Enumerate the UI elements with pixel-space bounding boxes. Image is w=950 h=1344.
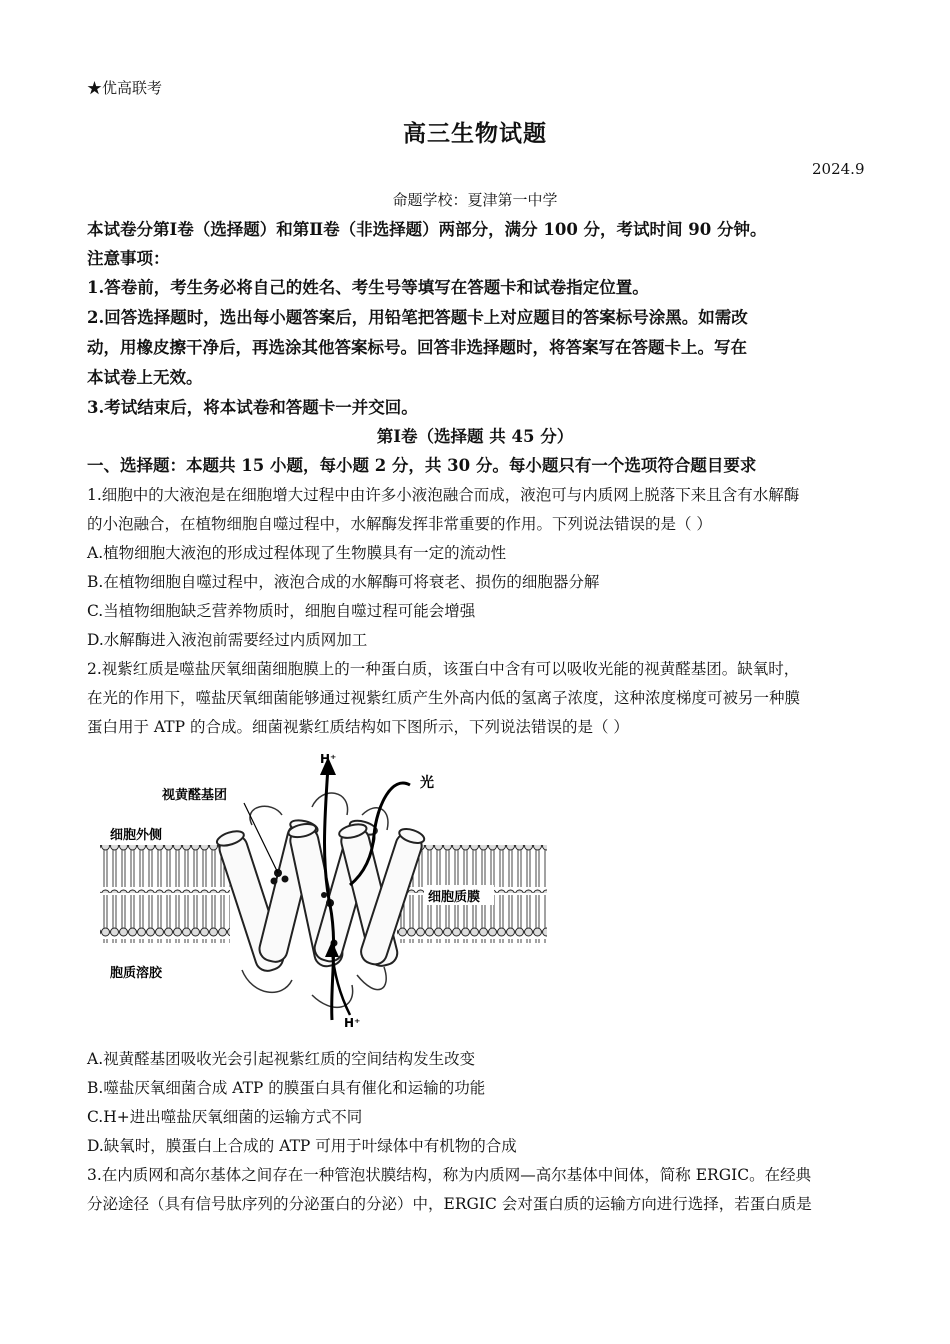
membrane-diagram xyxy=(92,745,552,1035)
option-a: A.视黄醛基团吸收光会引起视紫红质的空间结构发生改变 xyxy=(87,1050,476,1068)
option-a: A.植物细胞大液泡的形成过程体现了生物膜具有一定的流动性 xyxy=(87,544,507,562)
notice-item: 2.回答选择题时，选出每小题答案后，用铅笔把答题卡上对应题目的答案标号涂黑。如需改 xyxy=(87,308,748,327)
notice-item: 3.考试结束后，将本试卷和答题卡一并交回。 xyxy=(87,398,418,417)
notice-item: 1.答卷前，考生务必将自己的姓名、考生号等填写在答题卡和试卷指定位置。 xyxy=(87,278,649,297)
author-school: 命题学校：夏津第一中学 xyxy=(392,191,558,209)
h-plus-bottom-label: H⁺ xyxy=(344,1016,361,1030)
question-stem: 分泌途径（具有信号肽序列的分泌蛋白的分泌）中，ERGIC 会对蛋白质的运输方向进行选择，若蛋白质是 xyxy=(87,1195,812,1213)
h-plus-top-label: H⁺ xyxy=(320,752,337,766)
protein-loops-bottom xyxy=(242,967,386,1007)
transmembrane-helices xyxy=(215,818,426,974)
bacteriorhodopsin-figure xyxy=(92,745,552,1035)
option-d: D.缺氧时，膜蛋白上合成的 ATP 可用于叶绿体中有机物的合成 xyxy=(87,1137,517,1155)
question-stem: 在光的作用下，噬盐厌氧细菌能够通过视紫红质产生外高内低的氢离子浓度，这种浓度梯度可被另一种膜 xyxy=(87,689,801,707)
option-b: B.在植物细胞自噬过程中，液泡合成的水解酶可将衰老、损伤的细胞器分解 xyxy=(87,573,600,591)
option-c: C.当植物细胞缺乏营养物质时，细胞自噬过程可能会增强 xyxy=(87,602,476,620)
lipid-bilayer-left-outer xyxy=(100,845,230,893)
notice-item: 本试卷上无效。 xyxy=(87,368,203,387)
question-stem: 的小泡融合，在植物细胞自噬过程中，水解酶发挥非常重要的作用。下列说法错误的是（ ） xyxy=(87,515,712,533)
outside-label: 细胞外侧 xyxy=(110,828,163,843)
question-stem: 3.在内质网和高尔基体之间存在一种管泡状膜结构，称为内质网—高尔基体中间体，简称 ERGIC。在经典 xyxy=(87,1166,812,1184)
cytosol-label: 胞质溶胶 xyxy=(110,966,163,981)
question-stem: 蛋白用于 ATP 的合成。细菌视紫红质结构如下图所示，下列说法错误的是（ ） xyxy=(87,718,629,736)
exam-tag: ★优高联考 xyxy=(87,79,163,97)
exam-summary: 本试卷分第Ⅰ卷（选择题）和第Ⅱ卷（非选择题）两部分，满分 100 分，考试时间 90 分钟。 xyxy=(87,220,767,239)
membrane-label: 细胞质膜 xyxy=(428,890,481,905)
lipid-bilayer-left-inner xyxy=(100,895,230,943)
notice-title: 注意事项： xyxy=(87,249,170,268)
part-title: 一、选择题：本题共 15 小题，每小题 2 分，共 30 分。每小题只有一个选项符合题目要求 xyxy=(87,456,757,475)
page-title: 高三生物试题 xyxy=(403,120,547,147)
section-heading: 第Ⅰ卷（选择题 共 45 分） xyxy=(376,427,574,446)
light-label: 光 xyxy=(420,775,434,791)
exam-date: 2024.9 xyxy=(812,160,865,178)
option-c: C.H+进出噬盐厌氧细菌的运输方式不同 xyxy=(87,1108,363,1126)
option-d: D.水解酶进入液泡前需要经过内质网加工 xyxy=(87,631,368,649)
option-b: B.噬盐厌氧细菌合成 ATP 的膜蛋白具有催化和运输的功能 xyxy=(87,1079,486,1097)
retinal-label: 视黄醛基团 xyxy=(162,788,228,803)
question-stem: 1.细胞中的大液泡是在细胞增大过程中由许多小液泡融合而成，液泡可与内质网上脱落下来且含有水解酶 xyxy=(87,486,800,504)
question-stem: 2.视紫红质是噬盐厌氧细菌细胞膜上的一种蛋白质，该蛋白中含有可以吸收光能的视黄醛基团。缺氧时， xyxy=(87,660,800,678)
notice-item: 动，用橡皮擦干净后，再选涂其他答案标号。回答非选择题时，将答案写在答题卡上。写在 xyxy=(87,338,747,357)
